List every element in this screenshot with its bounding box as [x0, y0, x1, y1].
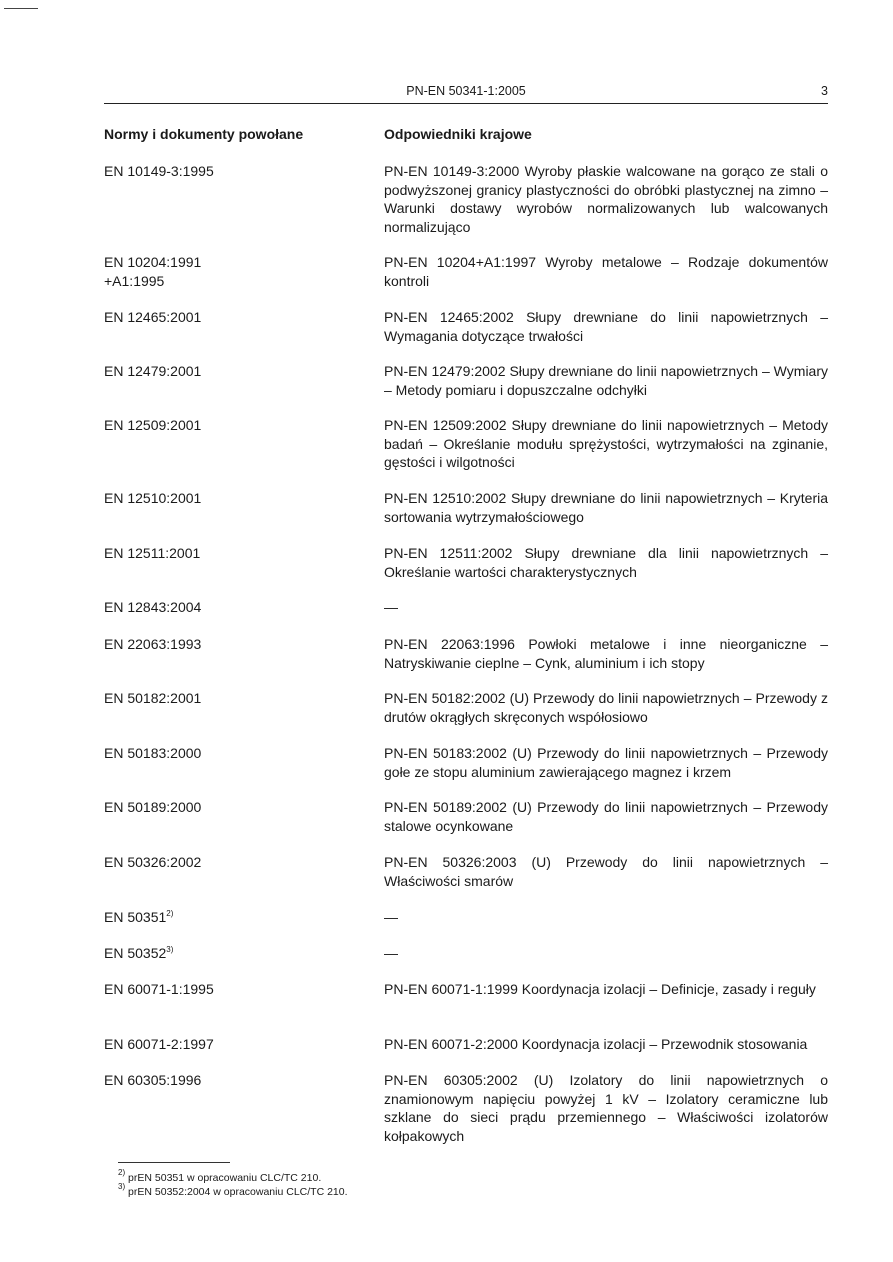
national-equivalent: PN-EN 22063:1996 Powłoki metalowe i inne nieorganiczne – Natryskiwanie cieplne – Cynk, aluminium i ich stopy — [384, 636, 828, 671]
national-equivalent: PN-EN 60071-2:2000 Koordynacja izolacji – Przewodnik stosowania — [384, 1036, 808, 1052]
reference-standard: EN 50182:2001 — [104, 690, 202, 706]
national-equivalent: PN-EN 50182:2002 (U) Przewody do linii napowietrznych – Przewody z drutów okrągłych skręconych współosiowo — [384, 690, 828, 725]
scan-artifact-line — [4, 8, 38, 9]
page-header — [104, 84, 828, 102]
national-equivalent: PN-EN 10149-3:2000 Wyroby płaskie walcowane na gorąco ze stali o podwyższonej granicy plastyczności do obróbki plastycznej na zimno – Warunki dostawy wyrobów normalizowanych lub walcowanych normalizująco — [384, 163, 828, 235]
footnote-marker: 3) — [118, 1182, 126, 1191]
footnote-marker: 3) — [166, 945, 174, 954]
national-equivalent: PN-EN 12465:2002 Słupy drewniane do linii napowietrznych – Wymagania dotyczące trwałości — [384, 309, 828, 344]
national-equivalent-none: — — [384, 945, 398, 961]
reference-standard — [104, 944, 173, 963]
reference-standard: EN 60071-1:1995 — [104, 981, 214, 997]
reference-standard: EN 10204:1991 +A1:1995 — [104, 254, 202, 289]
national-equivalent-none: — — [384, 599, 398, 615]
reference-standard — [104, 908, 173, 927]
national-equivalent-none: — — [384, 909, 398, 925]
reference-standard: EN 60071-2:1997 — [104, 1036, 214, 1052]
column-header-references: Normy i dokumenty powołane — [104, 126, 304, 142]
header-rule — [104, 103, 828, 104]
national-equivalent: PN-EN 50189:2002 (U) Przewody do linii napowietrznych – Przewody stalowe ocynkowane — [384, 799, 828, 834]
reference-standard: EN 12509:2001 — [104, 417, 202, 433]
reference-standard-code: EN 50352 — [104, 945, 167, 961]
footnote-text: prEN 50352:2004 w opracowaniu CLC/TC 210. — [128, 1186, 348, 1198]
national-equivalent: PN-EN 12510:2002 Słupy drewniane do linii napowietrznych – Kryteria sortowania wytrzymałościowego — [384, 490, 828, 525]
national-equivalent: PN-EN 60305:2002 (U) Izolatory do linii napowietrznych o znamionowym napięciu powyżej 1 kV – Izolatory ceramiczne lub szklane do sieci prądu przemiennego – Właściwości izolatorów kołpakowych — [384, 1072, 828, 1144]
footnote — [118, 1168, 322, 1185]
reference-standard: EN 50326:2002 — [104, 854, 202, 870]
reference-standard: EN 60305:1996 — [104, 1072, 202, 1088]
reference-standard: EN 12510:2001 — [104, 490, 202, 506]
reference-standard: EN 12843:2004 — [104, 599, 202, 615]
national-equivalent: PN-EN 50326:2003 (U) Przewody do linii napowietrznych – Właściwości smarów — [384, 854, 828, 889]
reference-standard-code: EN 50351 — [104, 909, 167, 925]
reference-standard: EN 50189:2000 — [104, 799, 202, 815]
reference-standard: EN 12479:2001 — [104, 363, 202, 379]
national-equivalent: PN-EN 12479:2002 Słupy drewniane do linii napowietrznych – Wymiary – Metody pomiaru i dopuszczalne odchyłki — [384, 363, 828, 398]
national-equivalent: PN-EN 12509:2002 Słupy drewniane do linii napowietrznych – Metody badań – Określanie modułu sprężystości, wytrzymałości na zginanie, gęstości i wilgotności — [384, 417, 828, 470]
footnote — [118, 1182, 348, 1199]
national-equivalent: PN-EN 12511:2002 Słupy drewniane dla linii napowietrznych – Określanie wartości charakterystycznych — [384, 545, 828, 580]
reference-standard: EN 12465:2001 — [104, 309, 202, 325]
page-number: 3 — [821, 84, 828, 98]
standard-number: PN-EN 50341-1:2005 — [406, 84, 526, 98]
footnote-text: prEN 50351 w opracowaniu CLC/TC 210. — [128, 1172, 322, 1184]
national-equivalent: PN-EN 60071-1:1999 Koordynacja izolacji – Definicje, zasady i reguły — [384, 981, 816, 997]
footnote-marker: 2) — [118, 1168, 126, 1177]
national-equivalent: PN-EN 10204+A1:1997 Wyroby metalowe – Rodzaje dokumentów kontroli — [384, 254, 828, 289]
reference-standard: EN 12511:2001 — [104, 545, 201, 561]
reference-standard: EN 22063:1993 — [104, 636, 202, 652]
national-equivalent: PN-EN 50183:2002 (U) Przewody do linii napowietrznych – Przewody gołe ze stopu aluminium zawierającego magnez i krzem — [384, 745, 828, 780]
reference-standard: EN 50183:2000 — [104, 745, 202, 761]
column-header-equivalents: Odpowiedniki krajowe — [384, 126, 532, 142]
reference-standard: EN 10149-3:1995 — [104, 163, 214, 179]
footnote-rule — [118, 1162, 230, 1163]
footnote-marker: 2) — [166, 909, 174, 918]
